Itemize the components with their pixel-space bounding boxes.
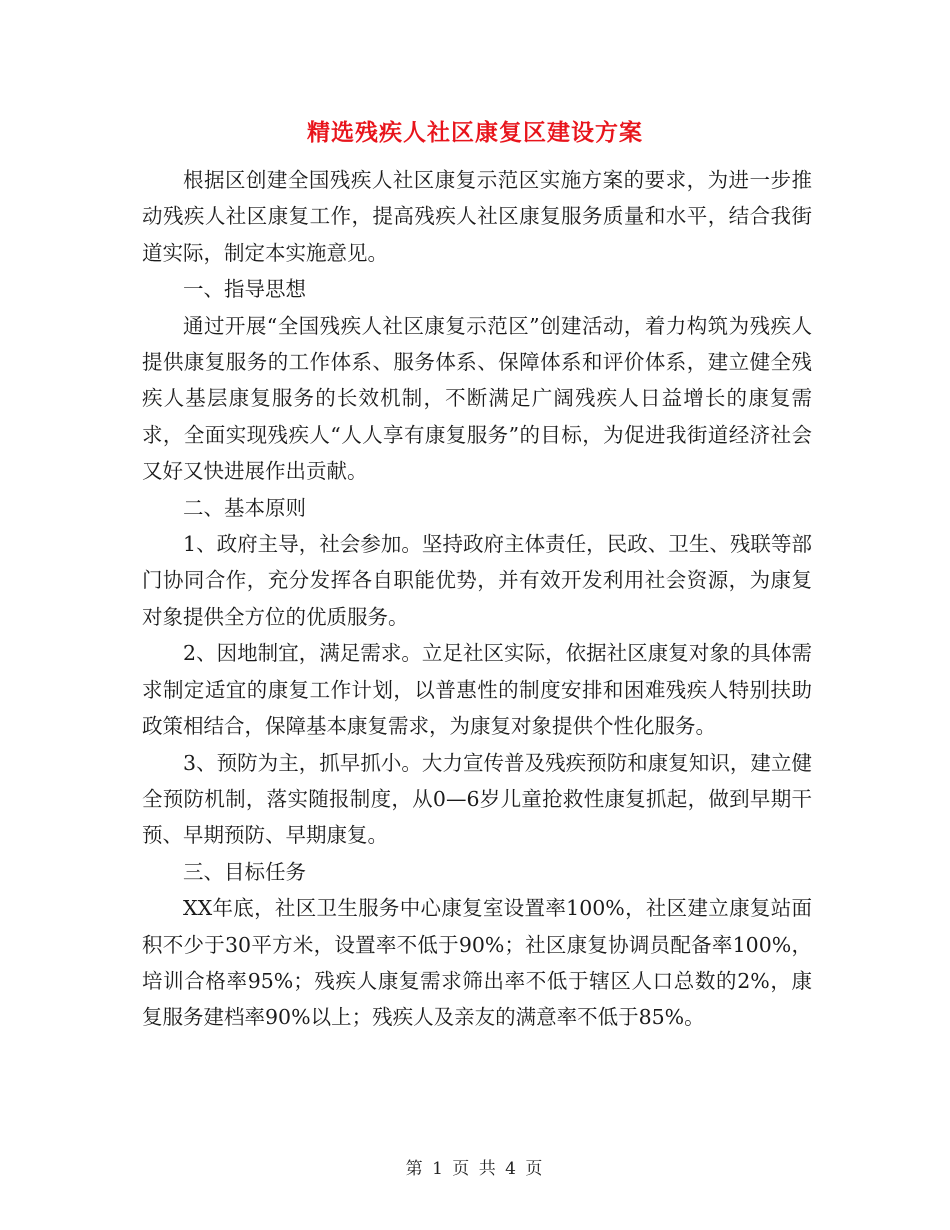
guiding-ideology-paragraph: 通过开展“全国残疾人社区康复示范区”创建活动，着力构筑为残疾人提供康复服务的工作体系、服务体系、保障体系和评价体系，建立健全残疾人基层康复服务的长效机制，不断满足广阔残疾人日益增长的康复需求，全面实现残疾人“人人享有康复服务”的目标，为促进我街道经济社会又好又快进展作出贡献。 bbox=[142, 313, 812, 484]
section-heading-goals: 三、目标任务 bbox=[183, 859, 306, 884]
section-heading-guiding-ideology: 一、指导思想 bbox=[183, 277, 306, 302]
page-number-footer: 第 1 页 共 4 页 bbox=[405, 1159, 545, 1179]
section-heading-basic-principles: 二、基本原则 bbox=[183, 495, 306, 520]
principle-3-paragraph: 3、预防为主，抓早抓小。大力宣传普及残疾预防和康复知识，建立健全预防机制，落实随报制度，从0—6岁儿童抢救性康复抓起，做到早期干预、早期预防、早期康复。 bbox=[142, 750, 812, 848]
document-title: 精选残疾人社区康复区建设方案 bbox=[307, 119, 643, 146]
intro-paragraph: 根据区创建全国残疾人社区康复示范区实施方案的要求，为进一步推动残疾人社区康复工作，提高残疾人社区康复服务质量和水平，结合我街道实际，制定本实施意见。 bbox=[142, 168, 812, 265]
document-body bbox=[142, 162, 812, 1036]
principle-2-paragraph: 2、因地制宜，满足需求。立足社区实际，依据社区康复对象的具体需求制定适宜的康复工作计划，以普惠性的制度安排和困难残疾人特别扶助政策相结合，保障基本康复需求，为康复对象提供个性化服务。 bbox=[142, 641, 812, 739]
principle-1-paragraph: 1、政府主导，社会参加。坚持政府主体责任，民政、卫生、残联等部门协同合作，充分发挥各自职能优势，并有效开发利用社会资源，为康复对象提供全方位的优质服务。 bbox=[142, 532, 812, 629]
goals-paragraph: XX年底，社区卫生服务中心康复室设置率100%，社区建立康复站面积不少于30平方米，设置率不低于90%；社区康复协调员配备率100%，培训合格率95%；残疾人康复需求筛出率不低于辖区人口总数的2%，康复服务建档率90%以上；残疾人及亲友的满意率不低于85%。 bbox=[142, 896, 812, 1030]
